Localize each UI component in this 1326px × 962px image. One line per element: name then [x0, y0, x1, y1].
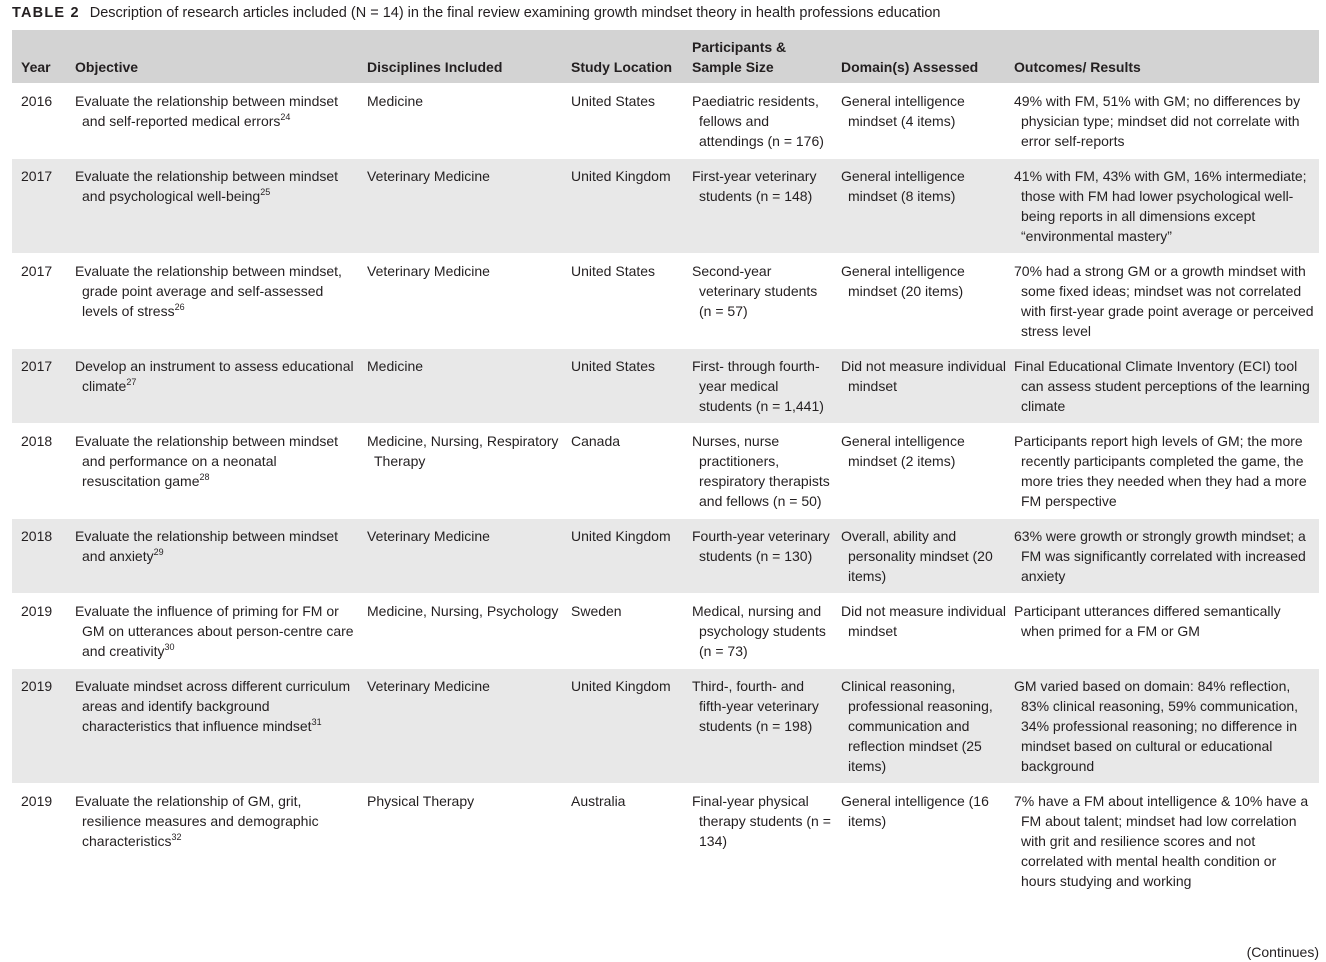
cell-domains-text: General intelligence mindset (8 items): [841, 168, 965, 204]
reference-number: 31: [311, 717, 322, 727]
cell-location: [567, 424, 688, 519]
cell-year: 2018: [21, 528, 53, 544]
cell-objective-text: [75, 356, 359, 396]
cell-objective-text: [75, 166, 359, 206]
objective-text: Evaluate the relationship between mindset, grade point average and self-assessed levels of stress: [75, 263, 342, 319]
cell-participants-text: First- through fourth-year medical students (n = 1,441): [692, 358, 824, 414]
cell-location: [567, 784, 688, 899]
table-row: [12, 349, 1319, 424]
cell-outcomes-text: Participant utterances differed semantically when primed for a FM or GM: [1014, 603, 1281, 639]
table-row: [12, 424, 1319, 519]
cell-domains: [837, 84, 1010, 159]
cell-location-text: Canada: [571, 433, 621, 449]
cell-domains: [837, 349, 1010, 424]
cell-disciplines: [363, 594, 567, 669]
header-participants-line1: Participants &: [692, 39, 787, 55]
cell-year: 2017: [21, 168, 53, 184]
cell-participants: [688, 424, 837, 519]
cell-objective-text: [75, 791, 359, 851]
header-domains: Domain(s) Assessed: [841, 59, 979, 75]
table-body: [12, 84, 1319, 899]
cell-participants: [688, 84, 837, 159]
table-row: [12, 254, 1319, 349]
reference-number: 25: [260, 187, 271, 197]
cell-participants-text: Fourth-year veterinary students (n = 130): [692, 528, 830, 564]
cell-year: 2017: [21, 263, 53, 279]
cell-objective: [71, 254, 363, 349]
objective-text: Develop an instrument to assess educational climate: [75, 358, 354, 394]
objective-text: Evaluate the influence of priming for FM or GM on utterances about person-centre care and creativity: [75, 603, 354, 659]
cell-location-text: United Kingdom: [571, 678, 671, 694]
cell-disciplines: [363, 784, 567, 899]
objective-text: Evaluate the relationship between mindset and psychological well-being: [75, 168, 339, 204]
cell-outcomes-text: Final Educational Climate Inventory (ECI) tool can assess student perceptions of the learning climate: [1014, 358, 1310, 414]
cell-outcomes: [1010, 349, 1319, 424]
cell-location-text: Sweden: [571, 603, 622, 619]
cell-outcomes-text: 7% have a FM about intelligence & 10% have a FM about talent; mindset had low correlation with grit and resilience scores and not correlated with mental health condition or hours studying and working: [1014, 793, 1309, 889]
cell-domains: [837, 159, 1010, 254]
cell-domains-text: General intelligence mindset (2 items): [841, 433, 965, 469]
cell-disciplines-text: Physical Therapy: [367, 793, 475, 809]
cell-location: [567, 594, 688, 669]
cell-objective-text: [75, 431, 359, 491]
cell-outcomes-text: 70% had a strong GM or a growth mindset with some fixed ideas; mindset was not correlated with first-year grade point average or perceived stress level: [1014, 263, 1314, 339]
cell-disciplines: [363, 349, 567, 424]
cell-domains-text: General intelligence mindset (20 items): [841, 263, 965, 299]
research-articles-table: [12, 30, 1319, 898]
cell-participants: [688, 594, 837, 669]
cell-participants-text: Third-, fourth- and fifth-year veterinary students (n = 198): [692, 678, 819, 734]
cell-domains-text: General intelligence mindset (4 items): [841, 93, 965, 129]
cell-objective: [71, 669, 363, 784]
objective-text: Evaluate the relationship of GM, grit, resilience measures and demographic characteristics: [75, 793, 319, 849]
objective-text: Evaluate mindset across different curriculum areas and identify background characteristics that influence mindset: [75, 678, 351, 734]
cell-participants: [688, 349, 837, 424]
cell-disciplines: [363, 254, 567, 349]
reference-number: 26: [174, 302, 185, 312]
reference-number: 30: [164, 642, 175, 652]
cell-disciplines: [363, 519, 567, 594]
cell-outcomes: [1010, 159, 1319, 254]
header-disciplines: Disciplines Included: [367, 59, 503, 75]
table-title: Description of research articles included (N = 14) in the final review examining growth mindset theory in health professions education: [89, 5, 941, 21]
cell-location-text: United States: [571, 263, 656, 279]
header-year: Year: [21, 59, 51, 75]
cell-objective: [71, 784, 363, 899]
cell-location-text: United States: [571, 358, 656, 374]
header-location: Study Location: [571, 59, 673, 75]
cell-domains: [837, 594, 1010, 669]
cell-participants: [688, 254, 837, 349]
cell-disciplines: [363, 159, 567, 254]
cell-domains-text: Overall, ability and personality mindset (20 items): [841, 528, 993, 584]
cell-outcomes: [1010, 424, 1319, 519]
cell-year: 2016: [21, 93, 53, 109]
cell-domains: [837, 669, 1010, 784]
cell-domains-text: Did not measure individual mindset: [841, 603, 1006, 639]
header-participants-line2: Sample Size: [692, 59, 774, 75]
header-participants: [688, 30, 837, 84]
cell-outcomes-text: 49% with FM, 51% with GM; no differences by physician type; mindset did not correlate with error self-reports: [1014, 93, 1301, 149]
header-objective: Objective: [75, 59, 139, 75]
reference-number: 27: [126, 377, 137, 387]
cell-disciplines-text: Veterinary Medicine: [367, 528, 490, 544]
cell-participants-text: Nurses, nurse practitioners, respiratory therapists and fellows (n = 50): [692, 433, 830, 509]
cell-disciplines-text: Veterinary Medicine: [367, 678, 490, 694]
cell-domains: [837, 519, 1010, 594]
cell-disciplines: [363, 424, 567, 519]
cell-year: 2017: [21, 358, 53, 374]
cell-year: 2019: [21, 793, 53, 809]
table-row: [12, 784, 1319, 899]
cell-domains: [837, 254, 1010, 349]
cell-domains-text: Clinical reasoning, professional reasoning, communication and reflection mindset (25 items): [841, 678, 993, 774]
cell-location-text: United Kingdom: [571, 528, 671, 544]
cell-objective-text: [75, 261, 359, 321]
cell-participants-text: Medical, nursing and psychology students (n = 73): [692, 603, 826, 659]
continues-note: (Continues): [1246, 944, 1319, 960]
cell-objective: [71, 519, 363, 594]
objective-text: Evaluate the relationship between mindset and self-reported medical errors: [75, 93, 339, 129]
table-row: [12, 594, 1319, 669]
cell-objective-text: [75, 601, 359, 661]
cell-participants: [688, 669, 837, 784]
cell-disciplines-text: Medicine, Nursing, Respiratory Therapy: [367, 433, 559, 469]
cell-participants: [688, 784, 837, 899]
cell-outcomes-text: 63% were growth or strongly growth mindset; a FM was significantly correlated with increased anxiety: [1014, 528, 1306, 584]
cell-outcomes: [1010, 254, 1319, 349]
reference-number: 29: [153, 547, 164, 557]
cell-disciplines-text: Veterinary Medicine: [367, 263, 490, 279]
table-row: [12, 669, 1319, 784]
table-caption: [12, 4, 940, 22]
cell-outcomes: [1010, 594, 1319, 669]
cell-outcomes: [1010, 84, 1319, 159]
cell-disciplines: [363, 84, 567, 159]
cell-participants-text: First-year veterinary students (n = 148): [692, 168, 817, 204]
cell-disciplines: [363, 669, 567, 784]
cell-participants: [688, 519, 837, 594]
cell-disciplines-text: Veterinary Medicine: [367, 168, 490, 184]
cell-objective: [71, 424, 363, 519]
cell-objective-text: [75, 676, 359, 736]
cell-location: [567, 519, 688, 594]
cell-year: 2019: [21, 603, 53, 619]
cell-disciplines-text: Medicine, Nursing, Psychology: [367, 603, 559, 619]
cell-outcomes: [1010, 519, 1319, 594]
cell-objective: [71, 349, 363, 424]
cell-disciplines-text: Medicine: [367, 93, 424, 109]
cell-outcomes-text: GM varied based on domain: 84% reflection, 83% clinical reasoning, 59% communication, 34% professional reasoning; no difference in mindset based on cultural or educational background: [1014, 678, 1299, 774]
cell-location: [567, 254, 688, 349]
objective-text: Evaluate the relationship between mindset and performance on a neonatal resuscitation game: [75, 433, 339, 489]
table-row: [12, 519, 1319, 594]
header-outcomes: Outcomes/ Results: [1014, 59, 1141, 75]
reference-number: 32: [171, 832, 182, 842]
cell-objective: [71, 159, 363, 254]
cell-location: [567, 84, 688, 159]
cell-domains: [837, 784, 1010, 899]
reference-number: 24: [280, 112, 291, 122]
cell-location: [567, 669, 688, 784]
cell-location-text: United Kingdom: [571, 168, 671, 184]
cell-outcomes-text: Participants report high levels of GM; the more recently participants completed the game, the more tries they needed when they had a more FM perspective: [1014, 433, 1307, 509]
cell-objective-text: [75, 91, 359, 131]
table-row: [12, 84, 1319, 159]
cell-participants-text: Second-year veterinary students (n = 57): [692, 263, 818, 319]
cell-participants-text: Paediatric residents, fellows and attendings (n = 176): [692, 93, 824, 149]
cell-objective-text: [75, 526, 359, 566]
cell-domains-text: Did not measure individual mindset: [841, 358, 1006, 394]
cell-year: 2018: [21, 433, 53, 449]
cell-outcomes: [1010, 669, 1319, 784]
cell-outcomes: [1010, 784, 1319, 899]
cell-domains: [837, 424, 1010, 519]
cell-disciplines-text: Medicine: [367, 358, 424, 374]
cell-location: [567, 159, 688, 254]
cell-domains-text: General intelligence (16 items): [841, 793, 989, 829]
cell-location-text: Australia: [571, 793, 626, 809]
cell-year: 2019: [21, 678, 53, 694]
cell-participants: [688, 159, 837, 254]
table-label: TABLE 2: [12, 5, 80, 21]
cell-objective: [71, 594, 363, 669]
table-row: [12, 159, 1319, 254]
cell-participants-text: Final-year physical therapy students (n = 134): [692, 793, 831, 849]
objective-text: Evaluate the relationship between mindset and anxiety: [75, 528, 339, 564]
reference-number: 28: [199, 472, 210, 482]
cell-location: [567, 349, 688, 424]
cell-location-text: United States: [571, 93, 656, 109]
table-header-row: [12, 30, 1319, 84]
cell-objective: [71, 84, 363, 159]
cell-outcomes-text: 41% with FM, 43% with GM, 16% intermediate; those with FM had lower psychological well-being reports in all dimensions except “environmental mastery”: [1014, 168, 1307, 244]
